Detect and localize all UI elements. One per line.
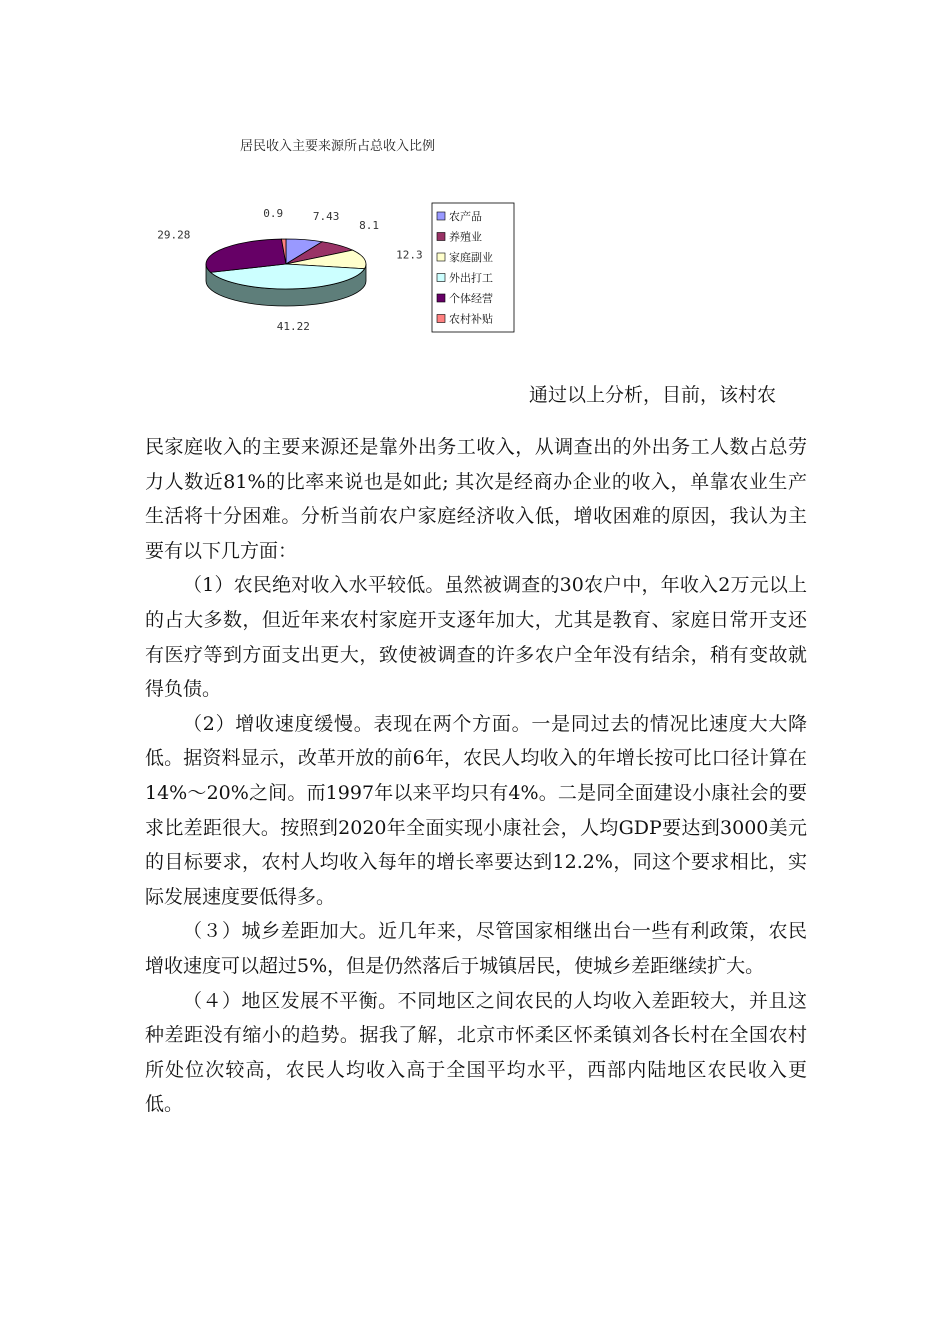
chart-legend xyxy=(432,203,514,332)
paragraph-2: （1）农民绝对收入水平较低。虽然被调查的30农户中，年收入2万元以上的占大多数，但近年来农村家庭开支逐年加大，尤其是教育、家庭日常开支还有医疗等到方面支出更大，致使被调查的许多农户全年没有结余，稍有变故就得负债。 xyxy=(145,574,807,701)
paragraph-5: （４）地区发展不平衡。不同地区之间农民的人均收入差距较大，并且这种差距没有缩小的趋势。据我了解，北京市怀柔区怀柔镇刘各长村在全国农村所处位次较高，农民人均收入高于全国平均水平，西部内陆地区农民收入更低。 xyxy=(145,989,807,1116)
legend-swatch-4 xyxy=(437,294,445,302)
pie-top xyxy=(206,239,366,289)
pie-value-label-0: 7.43 xyxy=(312,210,340,224)
legend-swatch-2 xyxy=(437,253,445,261)
legend-label-4: 个体经营 xyxy=(449,292,493,305)
legend-label-3: 外出打工 xyxy=(449,271,493,285)
pie-value-label-3: 41.22 xyxy=(276,319,310,333)
pie-value-label-2: 12.3 xyxy=(396,248,423,262)
legend-label-1: 养殖业 xyxy=(449,230,482,244)
paragraph-4: （３）城乡差距加大。近几年来，尽管国家相继出台一些有利政策，农民增收速度可以超过5%，但是仍然落后于城镇居民，使城乡差距继续扩大。 xyxy=(145,920,807,977)
income-source-pie-chart xyxy=(157,128,540,338)
pie-chart-svg xyxy=(157,128,540,338)
pie-value-label-4: 29.28 xyxy=(157,228,191,242)
lead-line: 通过以上分析，目前，该村农 xyxy=(529,384,777,406)
legend-label-0: 农产品 xyxy=(449,210,482,223)
chart-title: 居民收入主要来源所占总收入比例 xyxy=(240,139,436,154)
legend-label-5: 农村补贴 xyxy=(449,312,493,326)
legend-swatch-1 xyxy=(437,233,445,241)
legend-swatch-3 xyxy=(437,274,445,282)
body-text xyxy=(145,430,807,1122)
pie-value-label-1: 8.1 xyxy=(359,218,380,232)
paragraph-1: 民家庭收入的主要来源还是靠外出务工收入，从调查出的外出务工人数占总劳力人数近81%的比率来说也是如此; 其次是经商办企业的收入，单靠农业生产生活将十分困难。分析当前农户家庭经济收入低，增收困难的原因，我认为主要有以下几方面： xyxy=(145,436,807,562)
legend-swatch-5 xyxy=(437,315,445,323)
legend-swatch-0 xyxy=(437,212,445,220)
pie-value-label-5: 0.9 xyxy=(263,207,284,221)
paragraph-3: （2）增收速度缓慢。表现在两个方面。一是同过去的情况比速度大大降低。据资料显示，改革开放的前6年，农民人均收入的年增长按可比口径计算在14%～20%之间。而1997年以来平均只有4%。二是同全面建设小康社会的要求比差距很大。按照到2020年全面实现小康社会，人均GDP要达到3000美元的目标要求，农村人均收入每年的增长率要达到12.2%，同这个要求相比，实际发展速度要低得多。 xyxy=(145,712,807,908)
legend-label-2: 家庭副业 xyxy=(449,251,493,264)
